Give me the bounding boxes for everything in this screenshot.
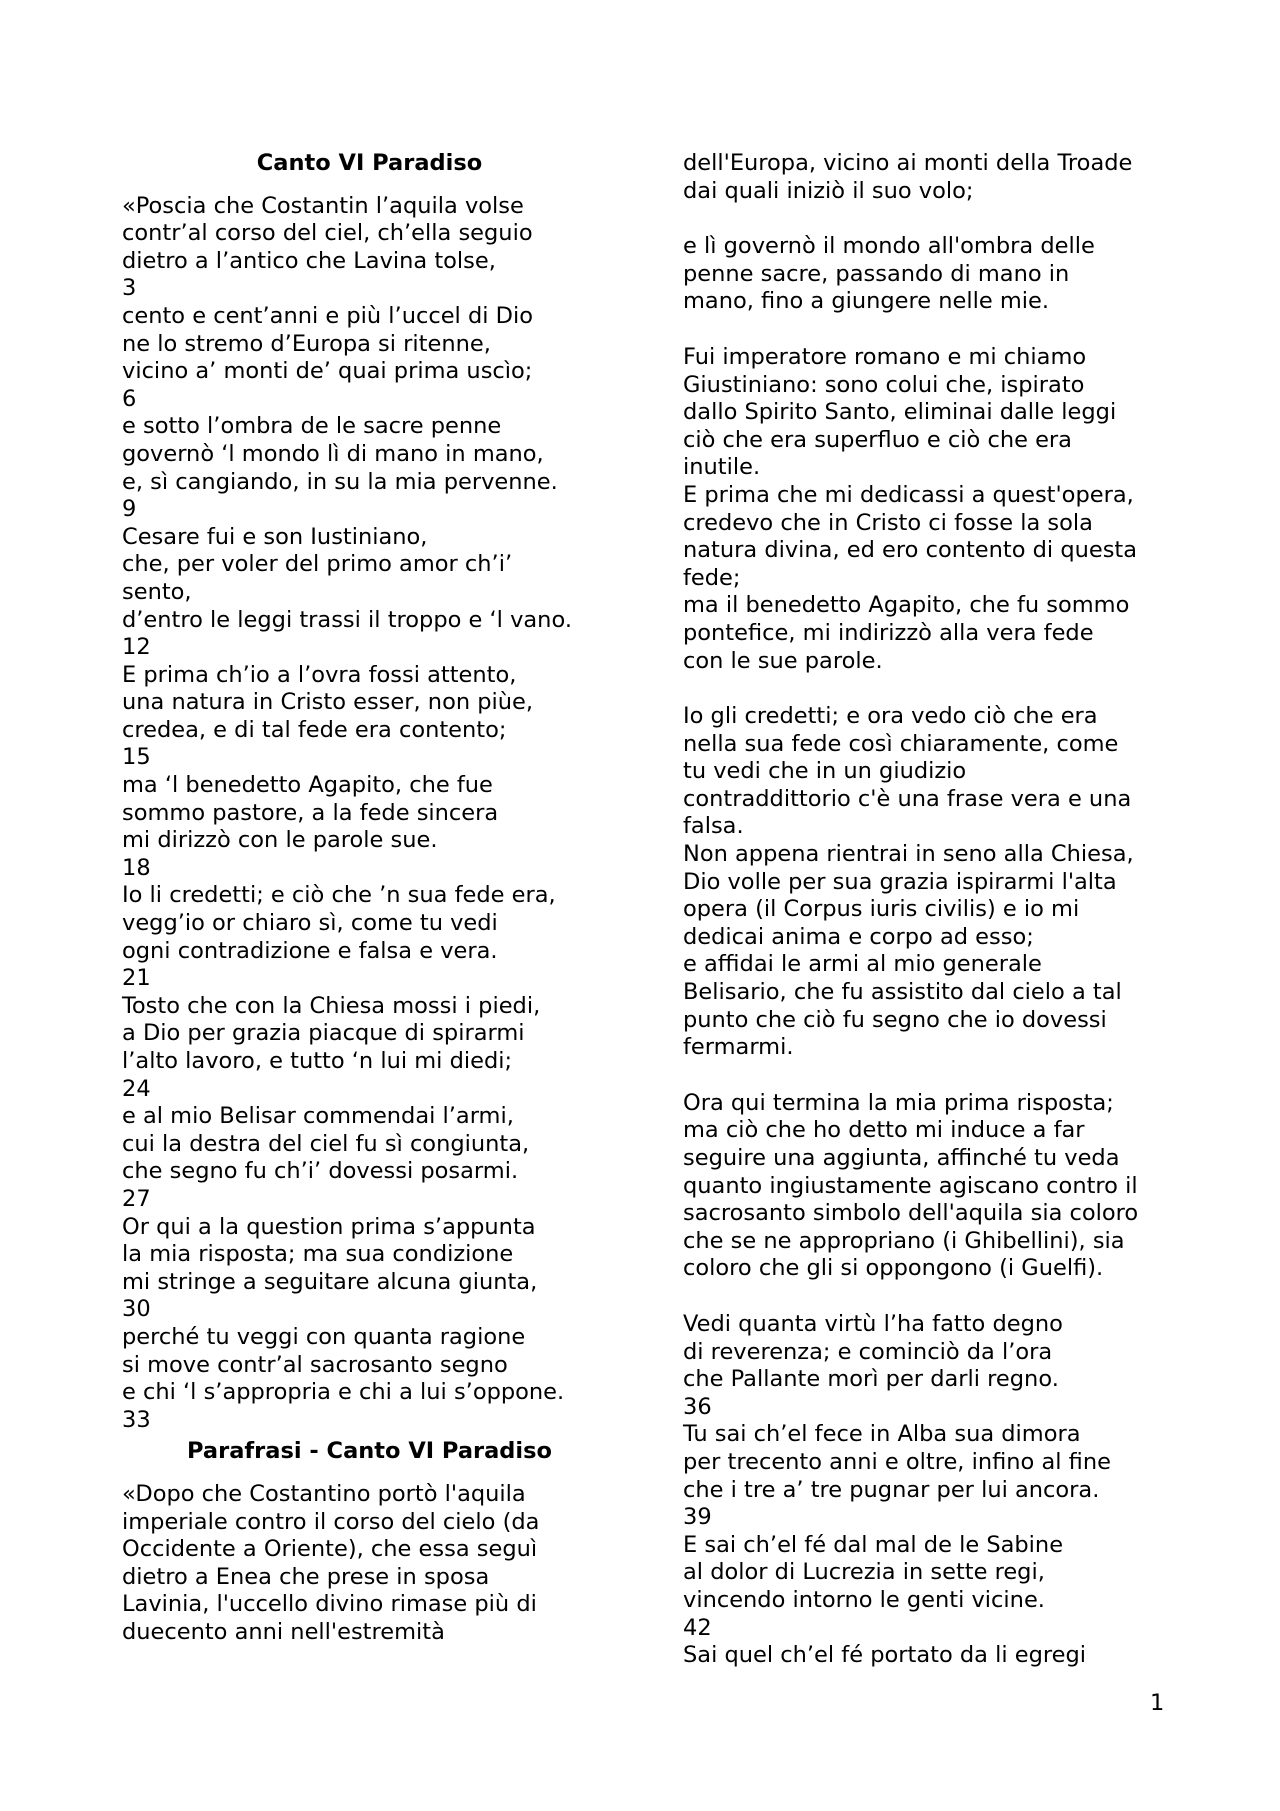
poem-line: e chi ‘l s’appropria e chi a lui s’oppone. xyxy=(122,1379,565,1406)
text-line: 42 xyxy=(683,1614,712,1641)
text-line: che Pallante morì per darli regno. xyxy=(683,1366,1059,1393)
text-line: natura divina, ed ero contento di questa xyxy=(683,537,1138,564)
text-line: falsa. xyxy=(683,813,744,840)
paraphrase-line: duecento anni nell'estremità xyxy=(122,1618,445,1645)
text-line: e lì governò il mondo all'ombra delle xyxy=(683,233,1095,260)
left-column xyxy=(122,150,617,1646)
text-line: che i tre a’ tre pugnar per lui ancora. xyxy=(683,1476,1100,1503)
poem-line: cento e cent’anni e più l’uccel di Dio xyxy=(122,302,533,329)
poem-line: la mia risposta; ma sua condizione xyxy=(122,1241,514,1268)
text-line: vincendo intorno le genti vicine. xyxy=(683,1586,1045,1613)
paragraph xyxy=(683,150,1183,205)
paraphrase-title: Parafrasi - Canto VI Paradiso xyxy=(187,1438,552,1465)
paragraph xyxy=(683,1090,1183,1283)
text-line: penne sacre, passando di mano in xyxy=(683,260,1070,287)
poem-line: 18 xyxy=(122,854,151,881)
paraphrase-line: dietro a Enea che prese in sposa xyxy=(122,1563,490,1590)
poem-line: cui la destra del ciel fu sì congiunta, xyxy=(122,1130,530,1157)
text-line: credevo che in Cristo ci fosse la sola xyxy=(683,509,1093,536)
poem-text xyxy=(122,193,617,1435)
poem-line: ma ‘l benedetto Agapito, che fue xyxy=(122,772,493,799)
poem-line: e sotto l’ombra de le sacre penne xyxy=(122,413,502,440)
poem-line: 3 xyxy=(122,275,137,302)
text-line: dell'Europa, vicino ai monti della Troade xyxy=(683,150,1133,176)
text-line: 39 xyxy=(683,1504,712,1531)
paraphrase-text xyxy=(122,1481,617,1647)
text-line: Vedi quanta virtù l’ha fatto degno xyxy=(683,1310,1063,1337)
poem-line: l’alto lavoro, e tutto ‘n lui mi diedi; xyxy=(122,1048,513,1074)
poem-line: sommo pastore, a la fede sincera xyxy=(122,799,499,826)
poem-line: e, sì cangiando, in su la mia pervenne. xyxy=(122,468,558,495)
paraphrase-line: «Dopo che Costantino portò l'aquila xyxy=(122,1480,526,1507)
poem-line: vegg’io or chiaro sì, come tu vedi xyxy=(122,910,498,937)
paragraph-gap xyxy=(683,205,1183,233)
text-line: di reverenza; e cominciò da l’ora xyxy=(683,1338,1053,1365)
poem-line: Or qui a la question prima s’appunta xyxy=(122,1213,536,1240)
paraphrase-line: Lavinia, l'uccello divino rimase più di xyxy=(122,1591,537,1618)
poem-line: ne lo stremo d’Europa si ritenne, xyxy=(122,330,491,357)
text-line: E sai ch’el fé dal mal de le Sabine xyxy=(683,1531,1064,1558)
poem-line: 30 xyxy=(122,1296,151,1323)
poem-line: a Dio per grazia piacque di spirarmi xyxy=(122,1020,525,1047)
poem-line: credea, e di tal fede era contento; xyxy=(122,716,507,743)
text-line: opera (il Corpus iuris civilis) e io mi xyxy=(683,896,1080,923)
text-line: e affidai le armi al mio generale xyxy=(683,951,1042,978)
poem-line: 21 xyxy=(122,965,151,992)
text-line: pontefice, mi indirizzò alla vera fede xyxy=(683,619,1094,646)
text-line: Dio volle per sua grazia ispirarmi l'alta xyxy=(683,868,1117,895)
poem-line: Io li credetti; e ciò che ’n sua fede era, xyxy=(122,882,556,909)
text-line: al dolor di Lucrezia in sette regi, xyxy=(683,1559,1045,1586)
text-line: con le sue parole. xyxy=(683,647,883,674)
text-line: fede; xyxy=(683,564,741,591)
paragraph-gap xyxy=(683,675,1183,703)
text-line: fermarmi. xyxy=(683,1034,794,1061)
paragraph-gap xyxy=(683,316,1183,344)
poem-line: 33 xyxy=(122,1406,151,1433)
text-line: seguire una aggiunta, affinché tu veda xyxy=(683,1145,1120,1171)
poem-line: 24 xyxy=(122,1075,151,1102)
text-line: punto che ciò fu segno che io dovessi xyxy=(683,1006,1107,1033)
text-line: Non appena rientrai in seno alla Chiesa, xyxy=(683,841,1134,868)
poem-line: ogni contradizione e falsa e vera. xyxy=(122,937,498,964)
poem-line: dietro a l’antico che Lavina tolse, xyxy=(122,247,496,274)
text-line: dallo Spirito Santo, eliminai dalle leggi xyxy=(683,399,1117,426)
paragraph xyxy=(683,344,1183,675)
text-line: per trecento anni e oltre, infino al fine xyxy=(683,1448,1111,1475)
poem-line: 15 xyxy=(122,744,151,771)
text-line: Sai quel ch’el fé portato da li egregi xyxy=(683,1642,1086,1669)
text-line: Tu sai ch’el fece in Alba sua dimora xyxy=(683,1421,1081,1448)
text-line: inutile. xyxy=(683,454,761,481)
text-line: tu vedi che in un giudizio xyxy=(683,758,967,785)
poem-line: sento, xyxy=(122,578,192,605)
poem-line: che, per voler del primo amor ch’i’ xyxy=(122,551,513,578)
text-line: sacrosanto simbolo dell'aquila sia coloro xyxy=(683,1200,1139,1227)
poem-line: «Poscia che Costantin l’aquila volse xyxy=(122,192,524,219)
paraphrase-line: Occidente a Oriente), che essa seguì xyxy=(122,1536,538,1563)
poem-line: 6 xyxy=(122,385,137,412)
page-number: 1 xyxy=(1150,1690,1165,1716)
poem-line: d’entro le leggi trassi il troppo e ‘l vano. xyxy=(122,606,572,633)
text-line: E prima che mi dedicassi a quest'opera, xyxy=(683,481,1134,508)
poem-line: e al mio Belisar commendai l’armi, xyxy=(122,1103,514,1130)
text-line: ma il benedetto Agapito, che fu sommo xyxy=(683,592,1130,619)
text-line: dai quali iniziò il suo volo; xyxy=(683,177,974,204)
poem-line: 12 xyxy=(122,634,151,661)
poem-line: 9 xyxy=(122,496,137,523)
poem-line: mi dirizzò con le parole sue. xyxy=(122,827,438,854)
poem-line: perché tu veggi con quanta ragione xyxy=(122,1323,526,1350)
text-line: Giustiniano: sono colui che, ispirato xyxy=(683,371,1085,398)
poem-line: una natura in Cristo esser, non piùe, xyxy=(122,689,534,716)
paragraph xyxy=(683,233,1183,316)
poem-line: Cesare fui e son Iustiniano, xyxy=(122,523,428,550)
text-line: contraddittorio c'è una frase vera e una xyxy=(683,785,1132,812)
paragraph xyxy=(683,1311,1183,1670)
text-line: dedicai anima e corpo ad esso; xyxy=(683,923,1034,950)
text-line: quanto ingiustamente agiscano contro il xyxy=(683,1172,1138,1199)
text-line: che se ne appropriano (i Ghibellini), sia xyxy=(683,1227,1125,1254)
text-line: coloro che gli si oppongono (i Guelfi). xyxy=(683,1255,1104,1282)
poem-line: E prima ch’io a l’ovra fossi attento, xyxy=(122,661,517,688)
text-line: ma ciò che ho detto mi induce a far xyxy=(683,1117,1085,1144)
text-line: Ora qui termina la mia prima risposta; xyxy=(683,1089,1114,1116)
paragraph-gap xyxy=(683,1283,1183,1311)
poem-line: mi stringe a seguitare alcuna giunta, xyxy=(122,1268,538,1295)
paraphrase-line: imperiale contro il corso del cielo (da xyxy=(122,1508,540,1535)
text-line: ciò che era superfluo e ciò che era xyxy=(683,426,1072,453)
text-line: Belisario, che fu assistito dal cielo a tal xyxy=(683,979,1122,1006)
poem-line: si move contr’al sacrosanto segno xyxy=(122,1351,508,1378)
text-line: mano, fino a giungere nelle mie. xyxy=(683,288,1050,315)
poem-line: che segno fu ch’i’ dovessi posarmi. xyxy=(122,1158,519,1185)
poem-line: 27 xyxy=(122,1185,151,1212)
paragraph xyxy=(683,703,1183,1062)
text-line: 36 xyxy=(683,1393,712,1420)
canto-title: Canto VI Paradiso xyxy=(256,150,483,176)
paragraph-gap xyxy=(683,1062,1183,1090)
right-column xyxy=(683,150,1183,1670)
text-line: Fui imperatore romano e mi chiamo xyxy=(683,343,1087,370)
poem-line: contr’al corso del ciel, ch’ella seguio xyxy=(122,220,533,247)
text-line: nella sua fede così chiaramente, come xyxy=(683,730,1119,757)
poem-line: Tosto che con la Chiesa mossi i piedi, xyxy=(122,992,541,1019)
text-line: Io gli credetti; e ora vedo ciò che era xyxy=(683,703,1098,730)
poem-line: governò ‘l mondo lì di mano in mano, xyxy=(122,440,544,467)
poem-line: vicino a’ monti de’ quai prima uscìo; xyxy=(122,358,533,385)
